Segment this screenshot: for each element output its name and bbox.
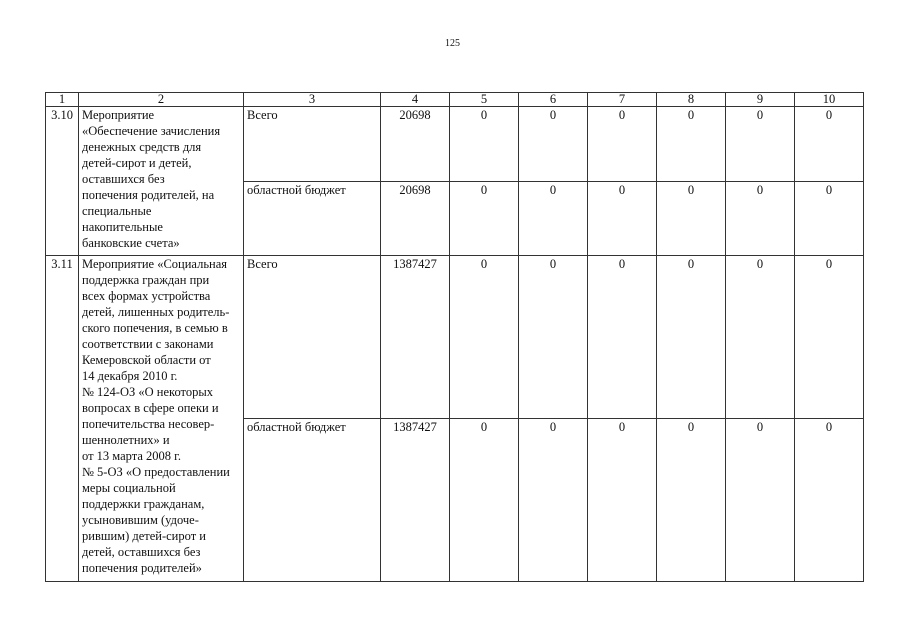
value-cell: 0 xyxy=(450,181,519,256)
value-cell: 0 xyxy=(726,419,795,582)
value-cell: 0 xyxy=(726,181,795,256)
value-cell: 0 xyxy=(519,419,588,582)
page-number: 125 xyxy=(445,38,460,49)
header-row xyxy=(46,93,864,107)
value-cell: 0 xyxy=(795,181,864,256)
value-cell: 0 xyxy=(519,181,588,256)
value-cell: 0 xyxy=(726,256,795,419)
value-cell: 0 xyxy=(726,107,795,182)
funding-source: Всего xyxy=(244,256,381,419)
value-cell: 1387427 xyxy=(381,256,450,419)
value-cell: 0 xyxy=(450,107,519,182)
value-cell: 0 xyxy=(588,181,657,256)
value-cell: 1387427 xyxy=(381,419,450,582)
value-cell: 20698 xyxy=(381,107,450,182)
header-cell: 5 xyxy=(450,93,519,107)
value-cell: 0 xyxy=(519,256,588,419)
value-cell: 0 xyxy=(795,419,864,582)
row-number: 3.11 xyxy=(46,256,79,582)
value-cell: 20698 xyxy=(381,181,450,256)
table-row xyxy=(46,107,864,182)
program-table xyxy=(45,92,864,582)
header-cell: 1 xyxy=(46,93,79,107)
funding-source: Всего xyxy=(244,107,381,182)
header-cell: 6 xyxy=(519,93,588,107)
header-cell: 7 xyxy=(588,93,657,107)
value-cell: 0 xyxy=(588,107,657,182)
table-row xyxy=(46,256,864,419)
value-cell: 0 xyxy=(519,107,588,182)
header-cell: 10 xyxy=(795,93,864,107)
value-cell: 0 xyxy=(450,256,519,419)
value-cell: 0 xyxy=(657,181,726,256)
measure-name: Мероприятие «Социальная поддержка граждан при всех формах устройства детей, лишенных родитель- ского попечения, в семью в соответствии с законами Кемеровской области от 14 декабря 2010 г. № 124-ОЗ «О некоторых вопросах в сфере опеки и попечительства несовер- шеннолетних» и от 13 марта 2008 г. № 5-ОЗ «О предоставлении меры социальной поддержки гражданам, усыновившим (удоче- рившим) детей-сирот и детей, оставшихся без попечения родителей» xyxy=(79,256,244,582)
row-number: 3.10 xyxy=(46,107,79,256)
value-cell: 0 xyxy=(450,419,519,582)
header-cell: 8 xyxy=(657,93,726,107)
value-cell: 0 xyxy=(795,107,864,182)
value-cell: 0 xyxy=(588,256,657,419)
value-cell: 0 xyxy=(588,419,657,582)
header-cell: 9 xyxy=(726,93,795,107)
value-cell: 0 xyxy=(657,256,726,419)
measure-name: Мероприятие «Обеспечение зачисления денежных средств для детей-сирот и детей, оставшихся без попечения родителей, на специальные накопительные банковские счета» xyxy=(79,107,244,256)
header-cell: 2 xyxy=(79,93,244,107)
value-cell: 0 xyxy=(657,419,726,582)
value-cell: 0 xyxy=(795,256,864,419)
funding-source: областной бюджет xyxy=(244,181,381,256)
header-cell: 3 xyxy=(244,93,381,107)
header-cell: 4 xyxy=(381,93,450,107)
value-cell: 0 xyxy=(657,107,726,182)
funding-source: областной бюджет xyxy=(244,419,381,582)
